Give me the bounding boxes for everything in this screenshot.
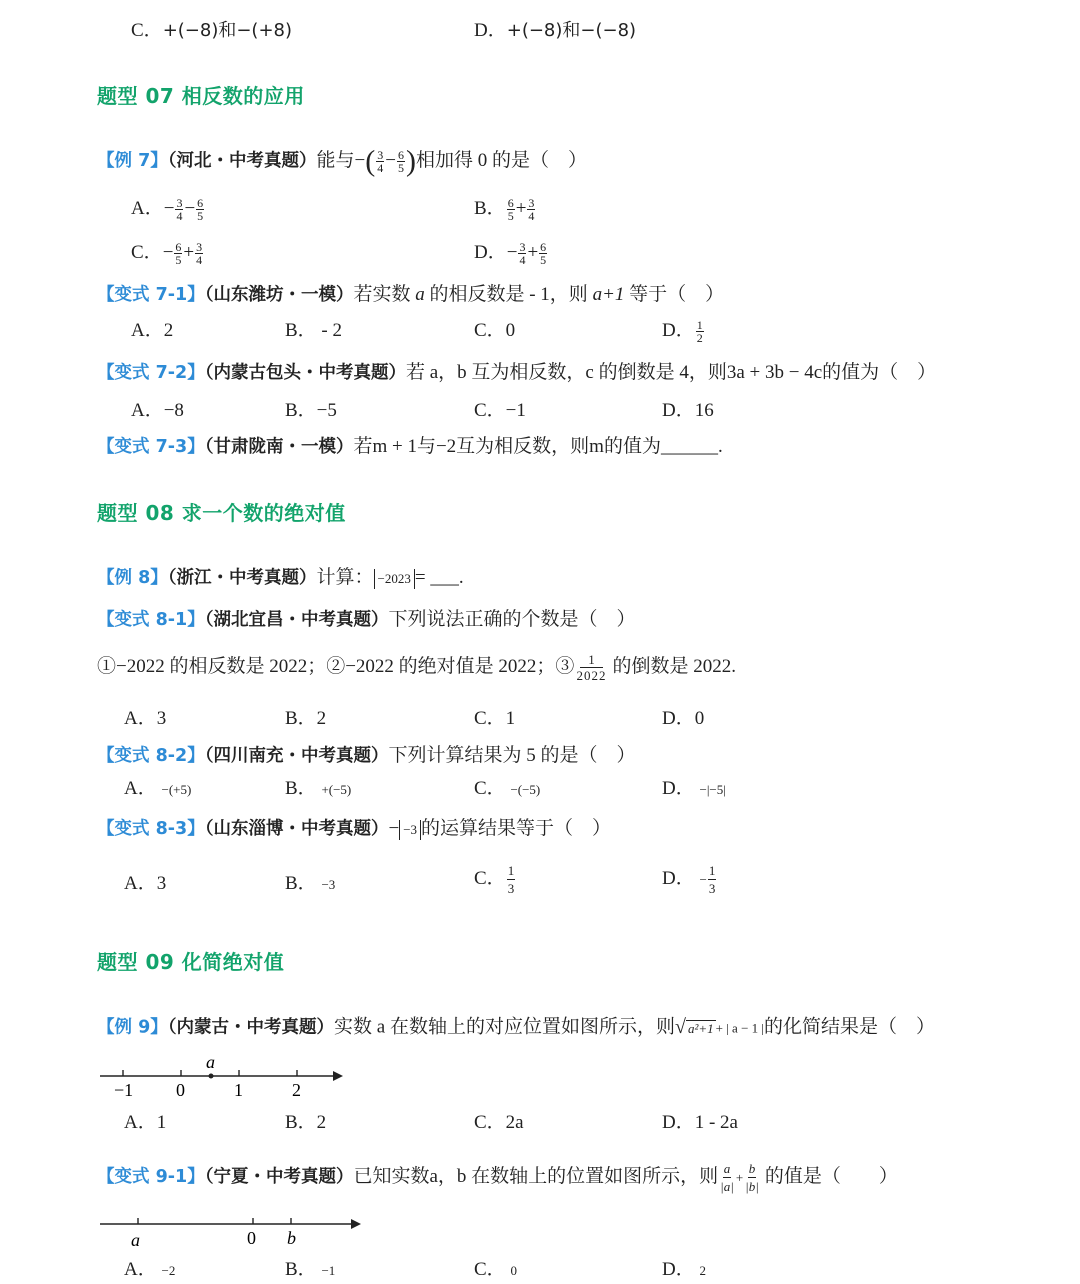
- absolute-value: −3: [399, 820, 421, 840]
- question-source: （山东潍坊・一模）: [204, 285, 354, 305]
- fraction: [719, 1160, 735, 1195]
- option-letter: C．: [474, 778, 506, 799]
- denominator: 3: [507, 881, 515, 896]
- option-d: D．16: [662, 400, 714, 421]
- option-letter: B．: [285, 778, 317, 799]
- fraction: [397, 149, 405, 174]
- label-b: b: [287, 1228, 296, 1248]
- denominator: 4: [176, 209, 183, 224]
- variant-7-2: [97, 360, 936, 386]
- option-c: C．−1: [474, 400, 526, 421]
- option-a: A．− $\frac{3}{4}$ − $\frac{6}{5}$: [131, 196, 204, 224]
- question-text: 的化简结果是（ ）: [764, 1016, 936, 1038]
- denominator: 3: [708, 881, 716, 896]
- fraction: [744, 1160, 760, 1195]
- numerator: 3: [196, 240, 203, 255]
- point-label: a: [206, 1052, 215, 1072]
- question-source: （山东淄博・中考真题）: [204, 819, 389, 839]
- numerator: 1: [580, 652, 603, 668]
- denominator: |b|: [745, 1179, 759, 1194]
- question-text: 相加得 0 的是（ ）: [415, 150, 587, 171]
- option-letter: C．: [474, 867, 506, 889]
- option-letter: B．: [474, 198, 506, 219]
- tick-label: −1: [114, 1080, 134, 1100]
- option-c: C．1: [474, 708, 516, 729]
- option-letter: D．: [662, 867, 695, 889]
- fraction: [507, 862, 516, 897]
- denominator: |a|: [720, 1179, 734, 1194]
- option-expr: +(−5): [321, 782, 352, 797]
- option-d: D．− $\frac{3}{4}$ + $\frac{6}{5}$: [474, 240, 547, 268]
- denominator: 5: [397, 161, 404, 176]
- option-letter: B．: [285, 873, 317, 894]
- option-letter: A．: [124, 778, 157, 799]
- variant-7-1: [97, 282, 724, 308]
- question-text: 等于（ ）: [629, 284, 725, 305]
- square-root: [675, 1014, 716, 1042]
- question-source: （四川南充・中考真题）: [204, 746, 389, 766]
- numerator: 6: [397, 148, 404, 163]
- option-letter: D．: [474, 20, 507, 41]
- option-a: A．3: [124, 708, 167, 729]
- option-letter: D．: [662, 778, 695, 799]
- section-title: 题型 08 求一个数的绝对值: [97, 501, 346, 525]
- variant-8-1: [97, 607, 635, 633]
- fraction: [518, 241, 526, 266]
- question-source: （甘肃陇南・一模）: [204, 437, 354, 457]
- example-9: [97, 1014, 935, 1042]
- question-label: 【例 8】: [97, 568, 168, 588]
- option-letter: C．: [131, 20, 163, 41]
- fraction: [708, 862, 717, 897]
- question-source: （宁夏・中考真题）: [204, 1166, 354, 1187]
- variant-7-3: [97, 434, 723, 460]
- point-a: [209, 1074, 214, 1079]
- question-label: 【变式 9-1】: [97, 1166, 205, 1187]
- question-text: 下列计算结果为 5 的是（ ）: [388, 745, 636, 766]
- numerator: 3: [528, 196, 535, 211]
- fraction: [376, 149, 384, 174]
- fraction: [575, 652, 607, 683]
- tick-label: 0: [176, 1080, 185, 1100]
- question-text: = ___.: [414, 567, 464, 588]
- variant-8-1-statements: [97, 652, 736, 683]
- fraction: [539, 241, 547, 266]
- variant-8-2: [97, 743, 635, 769]
- denominator: 5: [540, 253, 547, 268]
- fraction: [696, 319, 704, 344]
- question-text: 若m + 1与−2互为相反数，则m的值为______.: [353, 436, 723, 457]
- question-text: 下列说法正确的个数是（ ）: [388, 609, 636, 630]
- question-label: 【变式 7-2】: [97, 363, 205, 383]
- option-expr: +(−8)和−(−8): [506, 20, 637, 41]
- question-text: 若 a，b 互为相反数，c 的倒数是 4，则3a + 3b − 4c的值为（ ）: [405, 362, 937, 383]
- option-expr: −3: [321, 877, 336, 892]
- option-letter: C．: [131, 242, 163, 263]
- question-text: 能与−: [316, 150, 366, 171]
- example-8: [97, 565, 464, 591]
- question-text: 的值是（ ）: [764, 1165, 898, 1187]
- question-text: 实数 a 在数轴上的对应位置如图所示，则: [334, 1016, 675, 1038]
- question-text: 若实数: [353, 284, 411, 305]
- option-d: [662, 776, 726, 803]
- question-label: 【变式 7-1】: [97, 285, 205, 305]
- question-source: （浙江・中考真题）: [167, 568, 317, 588]
- numerator: 1: [696, 318, 703, 333]
- option-b: B． - 2: [285, 320, 343, 341]
- option-letter: D．: [662, 320, 695, 341]
- minus-sign: −: [699, 871, 707, 887]
- option-expr: −|−5|: [699, 782, 726, 797]
- option-d: [662, 1257, 706, 1284]
- right-paren: ): [405, 144, 416, 178]
- option-b: B．2: [285, 1112, 327, 1133]
- tick-label: 2: [292, 1080, 301, 1100]
- numerator: 1: [507, 863, 515, 878]
- radicand: a²+1: [687, 1021, 714, 1036]
- option-c: [474, 776, 540, 803]
- fraction: [195, 241, 203, 266]
- option-b: B．−5: [285, 400, 337, 421]
- variable: a: [415, 284, 425, 305]
- option-c: C．− $\frac{6}{5}$ + $\frac{3}{4}$: [131, 240, 203, 268]
- radical-sign: √: [674, 1016, 686, 1038]
- fraction: [175, 197, 183, 222]
- fraction: [196, 197, 204, 222]
- left-paren: (: [365, 144, 376, 178]
- numerator: 6: [507, 196, 514, 211]
- option-a: A．2: [131, 320, 174, 341]
- numerator: 6: [540, 240, 547, 255]
- option-d: [474, 18, 636, 44]
- option-expr: −1: [321, 1263, 336, 1278]
- option-d: D．1 - 2a: [662, 1112, 738, 1133]
- question-text: 的倒数是 2022.: [612, 655, 736, 677]
- question-label: 【变式 8-1】: [97, 610, 205, 630]
- numerator: 3: [519, 240, 526, 255]
- option-c: [474, 862, 516, 897]
- option-a: A．−8: [131, 400, 184, 421]
- option-expr: −(−5): [510, 782, 541, 797]
- denominator: 5: [175, 253, 182, 268]
- question-label: 【例 7】: [97, 151, 168, 171]
- number-line: [95, 1050, 355, 1102]
- denominator: 4: [196, 253, 203, 268]
- option-a: A．1: [124, 1112, 167, 1133]
- option-expr: −(+5): [161, 782, 192, 797]
- fraction: [507, 197, 515, 222]
- question-source: （内蒙古・中考真题）: [167, 1017, 335, 1038]
- expression: a+1: [592, 284, 625, 305]
- section-title: 题型 09 化简绝对值: [97, 950, 285, 974]
- label-a: a: [131, 1230, 140, 1250]
- option-a: [124, 871, 166, 897]
- question-source: （湖北宜昌・中考真题）: [204, 610, 389, 630]
- option-b: [285, 871, 335, 898]
- option-b: [285, 776, 351, 803]
- question-text: 已知实数a，b 在数轴上的位置如图所示，则: [353, 1165, 719, 1187]
- option-d: D．0: [662, 708, 705, 729]
- label-0: 0: [247, 1228, 256, 1248]
- question-label: 【变式 8-2】: [97, 746, 205, 766]
- option-b: B．2: [285, 708, 327, 729]
- option-expr: 0: [510, 1263, 517, 1278]
- option-letter: D．: [474, 242, 507, 263]
- option-b: [285, 1257, 335, 1284]
- axis-ticks: [114, 1070, 301, 1100]
- denominator: 2: [696, 331, 703, 346]
- numerator: 3: [377, 148, 384, 163]
- plus-sign: +: [735, 1169, 744, 1185]
- denominator: 4: [519, 253, 526, 268]
- option-d: [662, 318, 705, 344]
- option-c: C．2a: [474, 1112, 524, 1133]
- numerator: 3: [176, 196, 183, 211]
- option-letter: A．: [131, 198, 164, 219]
- question-text: 的运算结果等于（ ）: [421, 818, 612, 839]
- axis-arrow: [351, 1219, 361, 1229]
- question-text: 计算：: [316, 567, 374, 588]
- fraction: [527, 197, 535, 222]
- option-c: [474, 1257, 517, 1284]
- question-source: （河北・中考真题）: [167, 151, 317, 171]
- option-expr: −2: [161, 1263, 176, 1278]
- option-b: B． $\frac{6}{5}$ + $\frac{3}{4}$: [474, 196, 535, 224]
- question-text: 的相反数是 - 1，则: [429, 284, 588, 305]
- option-a: [124, 776, 191, 803]
- example-7: 【例 7】（河北・中考真题）能与−( $\frac{3}{4}$ − $\frac{6}{5}$ )相加得 0 的是（ ）: [97, 144, 587, 178]
- option-expr: 3: [156, 873, 167, 894]
- question-label: 【例 9】: [97, 1017, 168, 1038]
- axis-arrow: [333, 1071, 343, 1081]
- denominator: 5: [507, 209, 514, 224]
- question-label: 【变式 8-3】: [97, 819, 205, 839]
- tick-label: 1: [234, 1080, 243, 1100]
- option-expr: 2: [699, 1263, 706, 1278]
- option-c: [131, 18, 292, 44]
- question-text: −: [388, 818, 400, 839]
- option-letter: B．: [285, 1259, 317, 1280]
- denominator: 4: [377, 161, 384, 176]
- option-letter: C．: [474, 1259, 506, 1280]
- denominator: 5: [197, 209, 204, 224]
- question-text: ①−2022 的相反数是 2022；②−2022 的绝对值是 2022；③: [97, 655, 575, 677]
- numerator: a: [723, 1161, 731, 1176]
- option-letter: A．: [124, 1259, 157, 1280]
- numerator: b: [748, 1161, 756, 1176]
- numerator: 6: [197, 196, 204, 211]
- numerator: 6: [175, 240, 182, 255]
- option-letter: A．: [124, 873, 157, 894]
- option-c: C．0: [474, 320, 516, 341]
- option-letter: D．: [662, 1259, 695, 1280]
- denominator: 4: [528, 209, 535, 224]
- denominator: 2022: [576, 668, 607, 683]
- number-line: [95, 1210, 375, 1252]
- section-title: 题型 07 相反数的应用: [97, 84, 305, 108]
- fraction: [174, 241, 182, 266]
- question-label: 【变式 7-3】: [97, 437, 205, 457]
- option-a: [124, 1257, 175, 1284]
- option-d: [662, 862, 717, 897]
- variant-8-3: [97, 816, 611, 842]
- numerator: 1: [708, 863, 716, 878]
- option-expr: +(−8)和−(+8): [162, 20, 293, 41]
- question-source: （内蒙古包头・中考真题）: [204, 363, 406, 383]
- absolute-term: + | a − 1 |: [715, 1020, 765, 1036]
- absolute-value: −2023: [374, 569, 415, 589]
- variant-9-1: [97, 1160, 898, 1195]
